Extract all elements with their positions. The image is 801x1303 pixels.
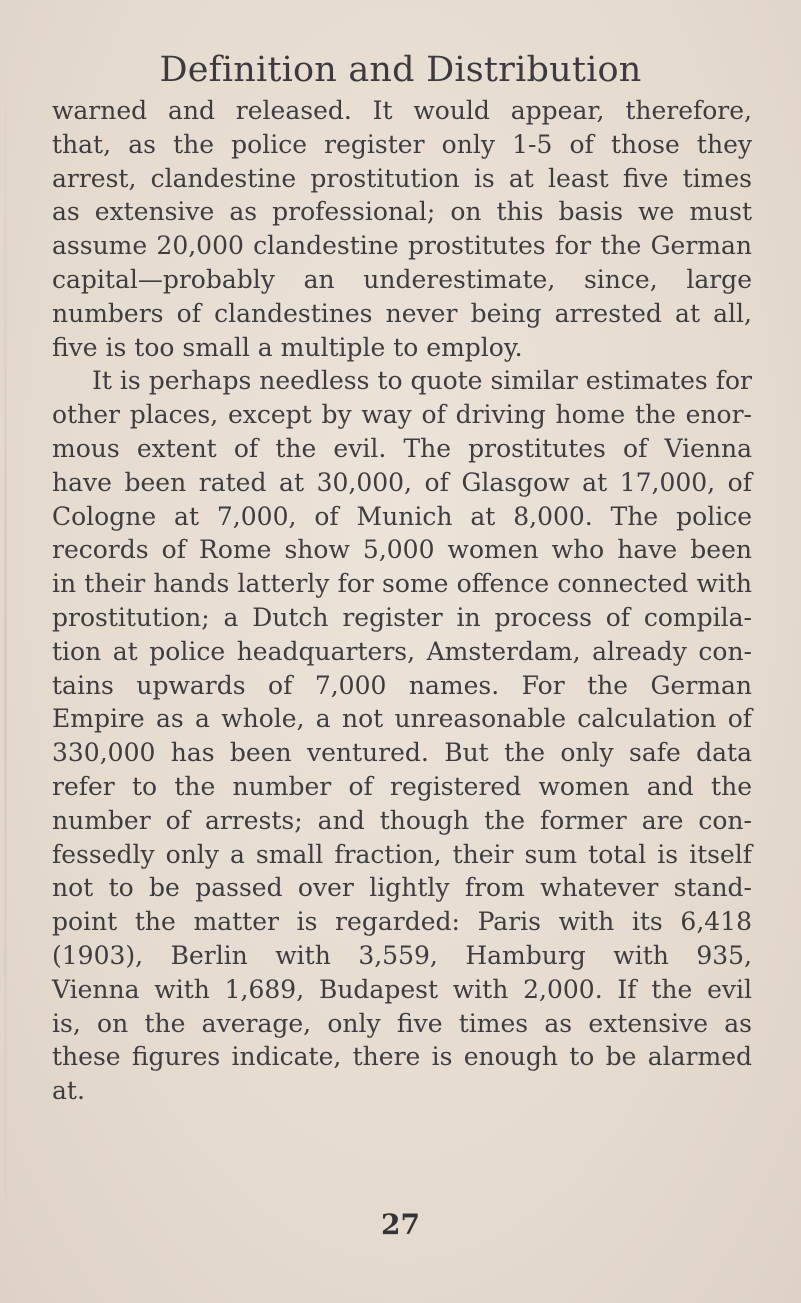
text-line: number of arrests; and though the former are con- — [52, 805, 752, 835]
text-line: tains upwards of 7,000 names. For the German — [52, 670, 752, 700]
text-line: five is too small a multiple to employ. — [52, 332, 523, 362]
text-line: mous extent of the evil. The prostitutes of Vienna — [52, 434, 752, 463]
running-head: Definition and Distribution — [159, 50, 642, 90]
text-line: Cologne at 7,000, of Munich at 8,000. The police — [52, 501, 752, 531]
text-line: not to be passed over lightly from whatever stand- — [52, 873, 752, 903]
text-line: tion at police headquarters, Amsterdam, already con- — [52, 636, 752, 666]
text-line: refer to the number of registered women and the — [52, 772, 752, 801]
text-line: is, on the average, only five times as extensive as — [52, 1008, 752, 1038]
text-line: numbers of clandestines never being arrested at all, — [52, 298, 752, 328]
text-line: Vienna with 1,689, Budapest with 2,000. If the evil — [52, 974, 752, 1004]
text-line: 330,000 has been ventured. But the only safe data — [52, 738, 752, 768]
text-line: at. — [52, 1076, 85, 1106]
text-line: point the matter is regarded: Paris with its 6,418 — [52, 907, 752, 937]
text-line: fessedly only a small fraction, their sum total is itself — [52, 839, 752, 869]
text-line: that, as the police register only 1-5 of those they — [52, 129, 752, 159]
text-line: arrest, clandestine prostitution is at least five times — [52, 163, 752, 193]
page-number: 27 — [381, 1208, 420, 1241]
text-line: in their hands latterly for some offence connected with — [52, 569, 752, 599]
text-line: Empire as a whole, a not unreasonable calculation of — [52, 704, 752, 734]
text-line: capital—probably an underestimate, since, large — [52, 265, 752, 294]
text-line: warned and released. It would appear, therefore, — [52, 96, 752, 125]
text-line: assume 20,000 clandestine prostitutes for the German — [52, 231, 752, 261]
text-line: (1903), Berlin with 3,559, Hamburg with 935, — [52, 941, 752, 970]
text-line: as extensive as professional; on this basis we must — [52, 197, 752, 227]
text-line: have been rated at 30,000, of Glasgow at 17,000, of — [52, 467, 752, 497]
text-line: It is perhaps needless to quote similar estimates for — [92, 366, 752, 396]
text-line: records of Rome show 5,000 women who have been — [52, 535, 752, 565]
text-line: other places, except by way of driving home the enor- — [52, 400, 752, 430]
text-line: prostitution; a Dutch register in process of compila- — [52, 603, 752, 632]
text-line: these figures indicate, there is enough to be alarmed — [52, 1042, 752, 1072]
page-edge-shadow — [4, 20, 7, 1280]
